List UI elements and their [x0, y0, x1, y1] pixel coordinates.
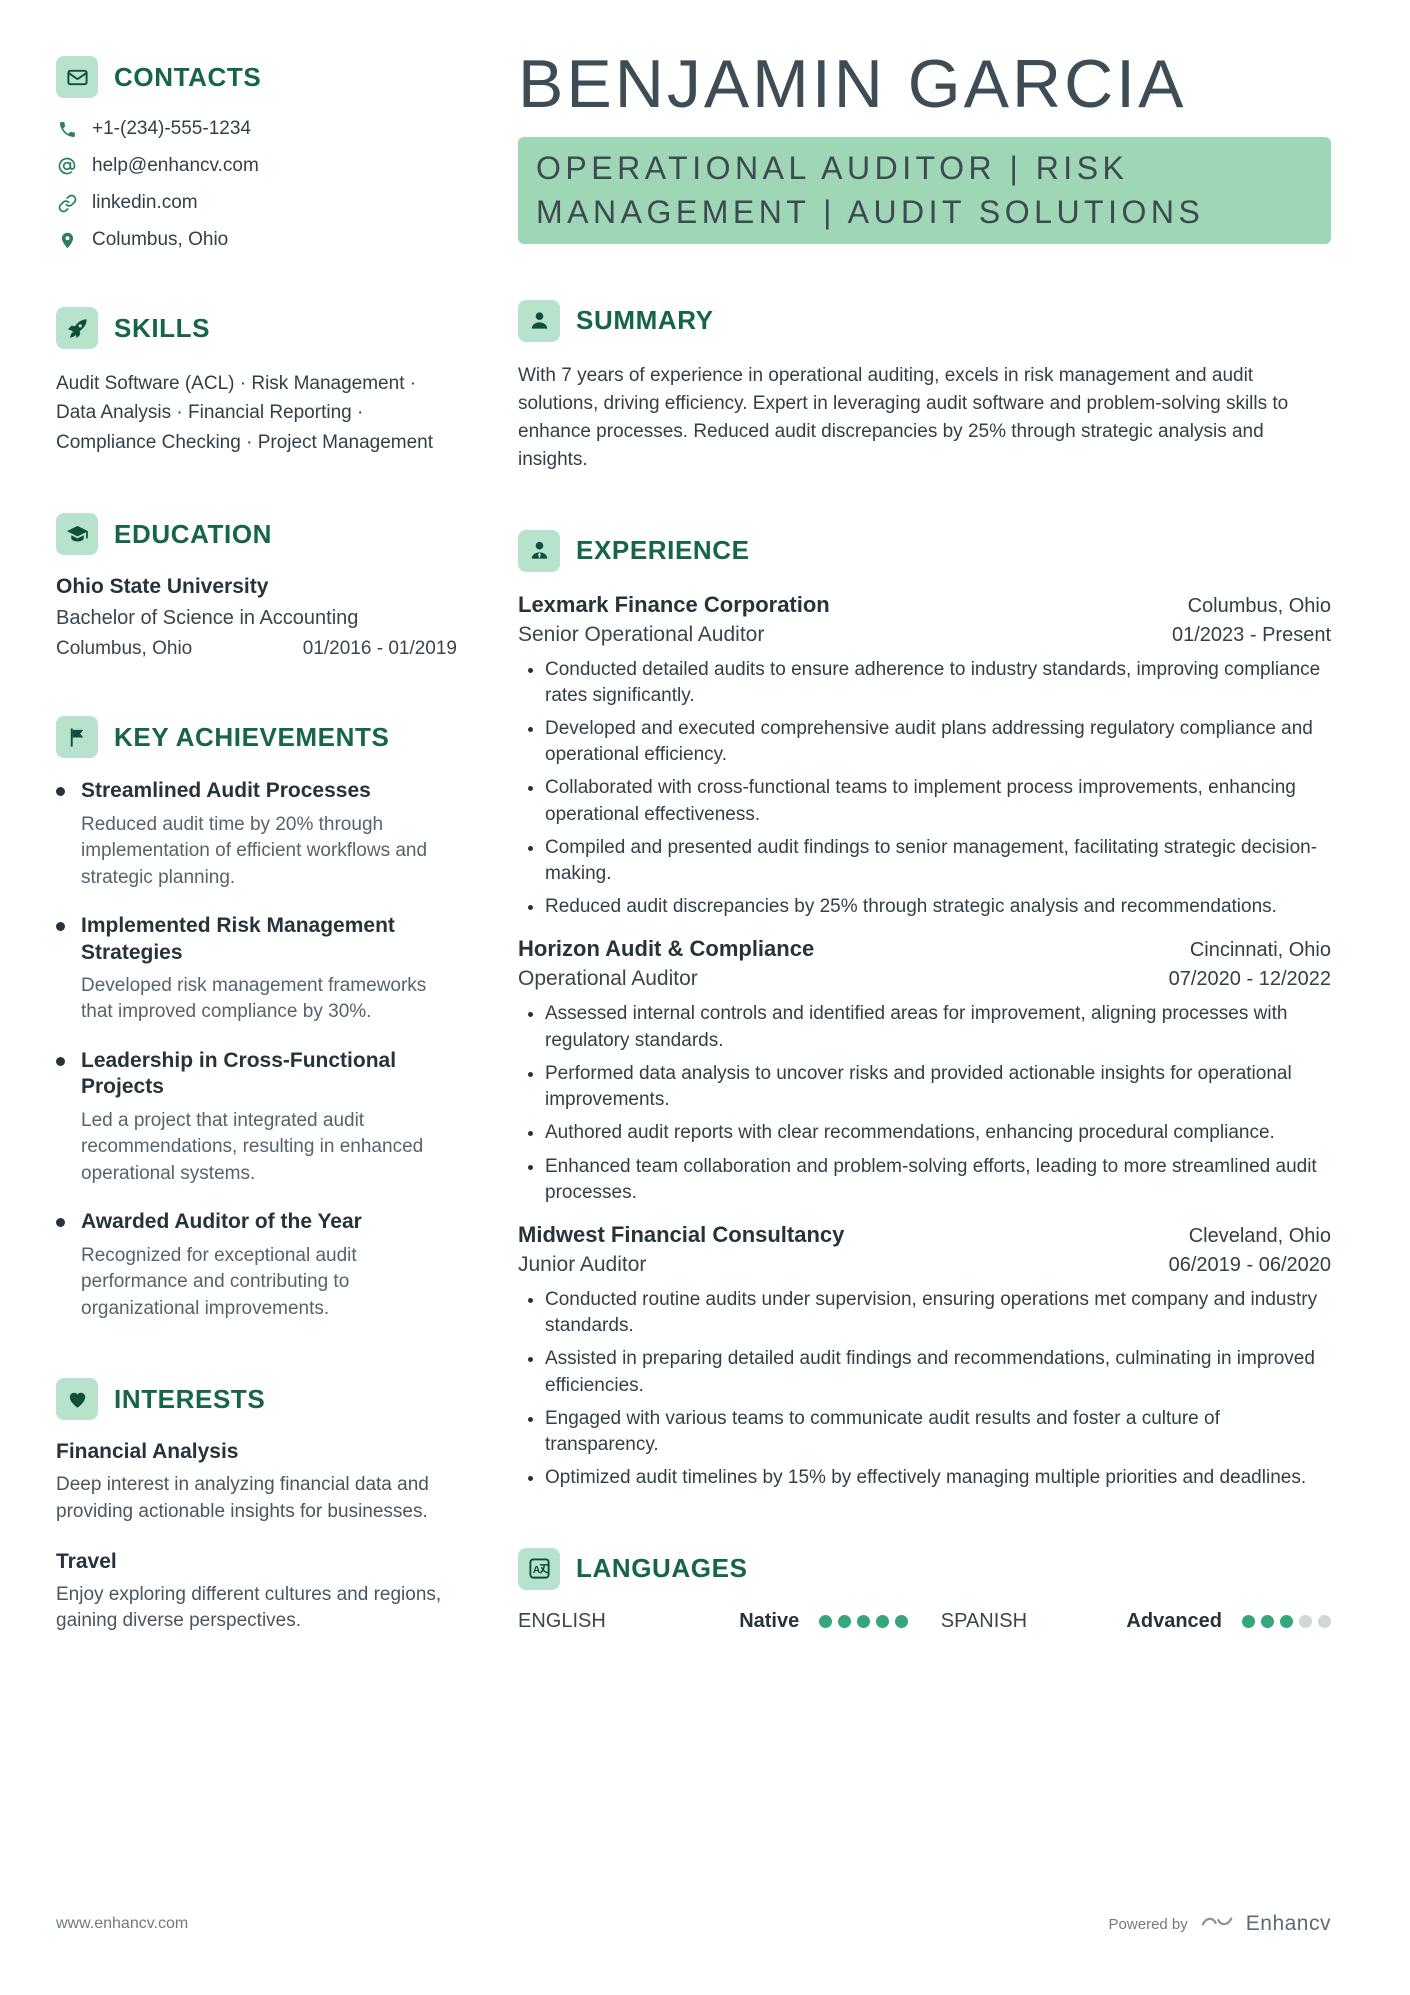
interest-item [56, 1440, 457, 1525]
achievement-description: Recognized for exceptional audit performance and contributing to organizational improvements. [81, 1244, 357, 1319]
resume-columns [56, 48, 1331, 1659]
education-section [56, 513, 457, 660]
rocket-icon [56, 307, 98, 349]
summary-heading: SUMMARY [576, 305, 714, 336]
contact-email-text: help@enhancv.com [92, 155, 259, 176]
brand-name: Enhancv [1245, 1912, 1331, 1935]
language-level: Advanced [1126, 1609, 1222, 1632]
person-icon [518, 300, 560, 342]
interest-description: Enjoy exploring different cultures and regions, gaining diverse perspectives. [56, 1583, 442, 1632]
interest-item [56, 1550, 457, 1635]
job-bullet: • Assisted in preparing detailed audit findings and recommendations, culminating in improved efficiencies. [545, 1346, 1331, 1398]
experience-entry [518, 1222, 1331, 1492]
skills-heading: SKILLS [114, 312, 211, 343]
job-subheader-row [518, 618, 1331, 647]
language-item [518, 1610, 908, 1633]
skills-section [56, 307, 457, 457]
languages-header [518, 1548, 1331, 1590]
job-bullet-list [518, 1001, 1331, 1206]
language-item [941, 1610, 1331, 1633]
interest-title: Financial Analysis [56, 1440, 239, 1464]
job-header-row [518, 592, 1331, 618]
languages-row [518, 1610, 1331, 1633]
job-bullet-list [518, 657, 1331, 921]
powered-by[interactable] [1109, 1911, 1331, 1937]
achievement-item [56, 913, 457, 1026]
interests-header [56, 1378, 457, 1420]
proficiency-dot [1261, 1615, 1274, 1628]
language-rating [739, 1610, 908, 1633]
education-meta-row [56, 638, 457, 660]
page-footer [56, 1911, 1331, 1937]
education-header [56, 513, 457, 555]
language-level: Native [739, 1609, 800, 1632]
key-achievements-section [56, 716, 457, 1322]
education-dates: 01/2016 - 01/2019 [302, 638, 457, 660]
interest-title: Travel [56, 1549, 117, 1573]
person-tie-icon [518, 530, 560, 572]
graduation-cap-icon [56, 513, 98, 555]
education-heading: EDUCATION [114, 518, 273, 549]
company-name: Midwest Financial Consultancy [518, 1222, 845, 1247]
contact-location [56, 229, 457, 251]
contact-list [56, 118, 457, 251]
language-name: SPANISH [940, 1609, 1028, 1632]
interest-description: Deep interest in analyzing financial data and providing actionable insights for businesses. [56, 1474, 429, 1522]
job-bullet: • Compiled and presented audit findings to senior management, facilitating strategic decision-making. [545, 835, 1331, 887]
experience-header [518, 530, 1331, 572]
experience-section [518, 530, 1331, 1492]
job-location: Columbus, Ohio [1187, 594, 1331, 617]
experience-heading: EXPERIENCE [576, 535, 750, 565]
achievement-description: Led a project that integrated audit recommendations, resulting in enhanced operational systems. [81, 1109, 424, 1184]
job-location: Cincinnati, Ohio [1189, 939, 1331, 962]
translate-icon [518, 1548, 560, 1590]
summary-header [518, 300, 1331, 342]
job-header-row [518, 1222, 1331, 1248]
languages-heading: LANGUAGES [576, 1553, 748, 1584]
right-column [518, 48, 1331, 1659]
job-bullet: • Assessed internal controls and identified areas for improvement, aligning processes with regulatory standards. [545, 1001, 1331, 1053]
job-bullet: • Conducted routine audits under supervision, ensuring operations met company and industry standards. [545, 1287, 1331, 1339]
job-role: Junior Auditor [518, 1253, 647, 1276]
job-bullet: • Optimized audit timelines by 15% by effectively managing multiple priorities and deadlines. [545, 1465, 1331, 1491]
job-subheader-row [518, 962, 1331, 991]
skills-header [56, 307, 457, 349]
job-title-banner: OPERATIONAL AUDITOR | RISK MANAGEMENT | AUDIT SOLUTIONS [518, 137, 1331, 243]
job-bullet: • Authored audit reports with clear recommendations, enhancing procedural compliance. [545, 1120, 1331, 1146]
contact-linkedin[interactable] [56, 192, 457, 214]
svg-text:A: A [532, 1563, 540, 1576]
language-name: ENGLISH [518, 1609, 606, 1632]
job-bullet: • Conducted detailed audits to ensure adherence to industry standards, improving compliance rates significantly. [545, 657, 1331, 709]
flag-icon [56, 716, 98, 758]
bullet-dot-icon [56, 922, 65, 931]
company-name: Lexmark Finance Corporation [518, 591, 830, 617]
experience-entry [518, 936, 1331, 1206]
achievement-description: Reduced audit time by 20% through implementation of efficient workflows and strategic planning. [81, 813, 428, 888]
at-sign-icon [56, 155, 78, 177]
achievement-title: Leadership in Cross-Functional Projects [81, 1049, 397, 1099]
achievement-description: Developed risk management frameworks that improved compliance by 30%. [81, 974, 427, 1023]
job-location: Cleveland, Ohio [1188, 1225, 1331, 1247]
contact-phone[interactable] [56, 118, 457, 140]
proficiency-dots [819, 1615, 908, 1628]
achievement-title: Awarded Auditor of the Year [81, 1210, 362, 1234]
company-name: Horizon Audit & Compliance [518, 936, 815, 962]
achievement-title: Streamlined Audit Processes [81, 779, 371, 803]
education-degree: Bachelor of Science in Accounting [56, 607, 359, 630]
proficiency-dot [819, 1615, 832, 1628]
contacts-header [56, 56, 457, 98]
proficiency-dot [876, 1615, 889, 1628]
job-role: Operational Auditor [518, 967, 698, 991]
experience-entry [518, 592, 1331, 921]
languages-section [518, 1548, 1331, 1633]
language-rating [1126, 1610, 1331, 1633]
powered-by-label: Powered by [1108, 1915, 1188, 1933]
proficiency-dot [838, 1615, 851, 1628]
summary-section [518, 300, 1331, 474]
link-icon [56, 192, 78, 214]
website-link[interactable]: www.enhancv.com [56, 1915, 189, 1932]
contact-linkedin-text: linkedin.com [92, 192, 198, 213]
left-column [56, 48, 457, 1659]
achievement-item [56, 1048, 457, 1187]
bullet-dot-icon [56, 787, 65, 796]
skills-text: Audit Software (ACL) · Risk Management · Data Analysis · Financial Reporting · Compliance Checking · Project Management [56, 373, 434, 453]
person-name: BENJAMIN GARCIA [518, 46, 1187, 122]
proficiency-dot [1242, 1615, 1255, 1628]
job-dates: 07/2020 - 12/2022 [1168, 968, 1331, 991]
key-achievements-heading: KEY ACHIEVEMENTS [114, 721, 390, 752]
proficiency-dot [895, 1615, 908, 1628]
location-pin-icon [56, 229, 78, 251]
interests-heading: INTERESTS [114, 1383, 266, 1414]
enhancv-logo-icon [1200, 1911, 1234, 1937]
job-bullet: • Enhanced team collaboration and problem-solving efforts, leading to more streamlined audit processes. [545, 1154, 1331, 1206]
summary-text: With 7 years of experience in operational auditing, excels in risk management and audit solutions, driving efficiency. Expert in leveraging audit software and problem-solving skills to enhance processes. Reduced audit discrepancies by 25% through strategic analysis and insights. [518, 364, 1289, 470]
contacts-section [56, 56, 457, 251]
job-subheader-row [518, 1248, 1331, 1277]
job-bullet: • Developed and executed comprehensive audit plans addressing regulatory compliance and operational efficiency. [545, 716, 1331, 768]
proficiency-dot [1299, 1615, 1312, 1628]
job-role: Senior Operational Auditor [518, 622, 765, 646]
contacts-heading: CONTACTS [114, 61, 262, 92]
proficiency-dot [857, 1615, 870, 1628]
interests-section [56, 1378, 457, 1634]
achievement-item [56, 778, 457, 891]
heart-icon [56, 1378, 98, 1420]
achievement-item [56, 1209, 457, 1322]
phone-icon [56, 118, 78, 140]
contact-location-text: Columbus, Ohio [92, 229, 229, 250]
job-header-row [518, 936, 1331, 962]
achievement-title: Implemented Risk Management Strategies [81, 914, 395, 964]
bullet-dot-icon [56, 1057, 65, 1066]
job-dates: 06/2019 - 06/2020 [1168, 1254, 1331, 1276]
contact-email[interactable] [56, 155, 457, 177]
job-bullet: • Collaborated with cross-functional teams to implement process improvements, enhancing operational effectiveness. [545, 775, 1331, 827]
education-school: Ohio State University [56, 575, 269, 599]
job-dates: 01/2023 - Present [1172, 623, 1331, 646]
proficiency-dot [1280, 1615, 1293, 1628]
job-bullet: • Engaged with various teams to communicate audit results and foster a culture of transparency. [545, 1406, 1331, 1458]
job-bullet: • Reduced audit discrepancies by 25% through strategic analysis and recommendations. [545, 894, 1331, 920]
job-bullet: • Performed data analysis to uncover risks and provided actionable insights for operational improvements. [545, 1061, 1331, 1113]
contact-phone-text: +1-(234)-555-1234 [92, 118, 251, 139]
envelope-icon [56, 56, 98, 98]
job-bullet-list [518, 1287, 1331, 1492]
proficiency-dot [1318, 1615, 1331, 1628]
proficiency-dots [1242, 1615, 1331, 1628]
bullet-dot-icon [56, 1218, 65, 1227]
key-achievements-header [56, 716, 457, 758]
education-location: Columbus, Ohio [56, 638, 193, 660]
